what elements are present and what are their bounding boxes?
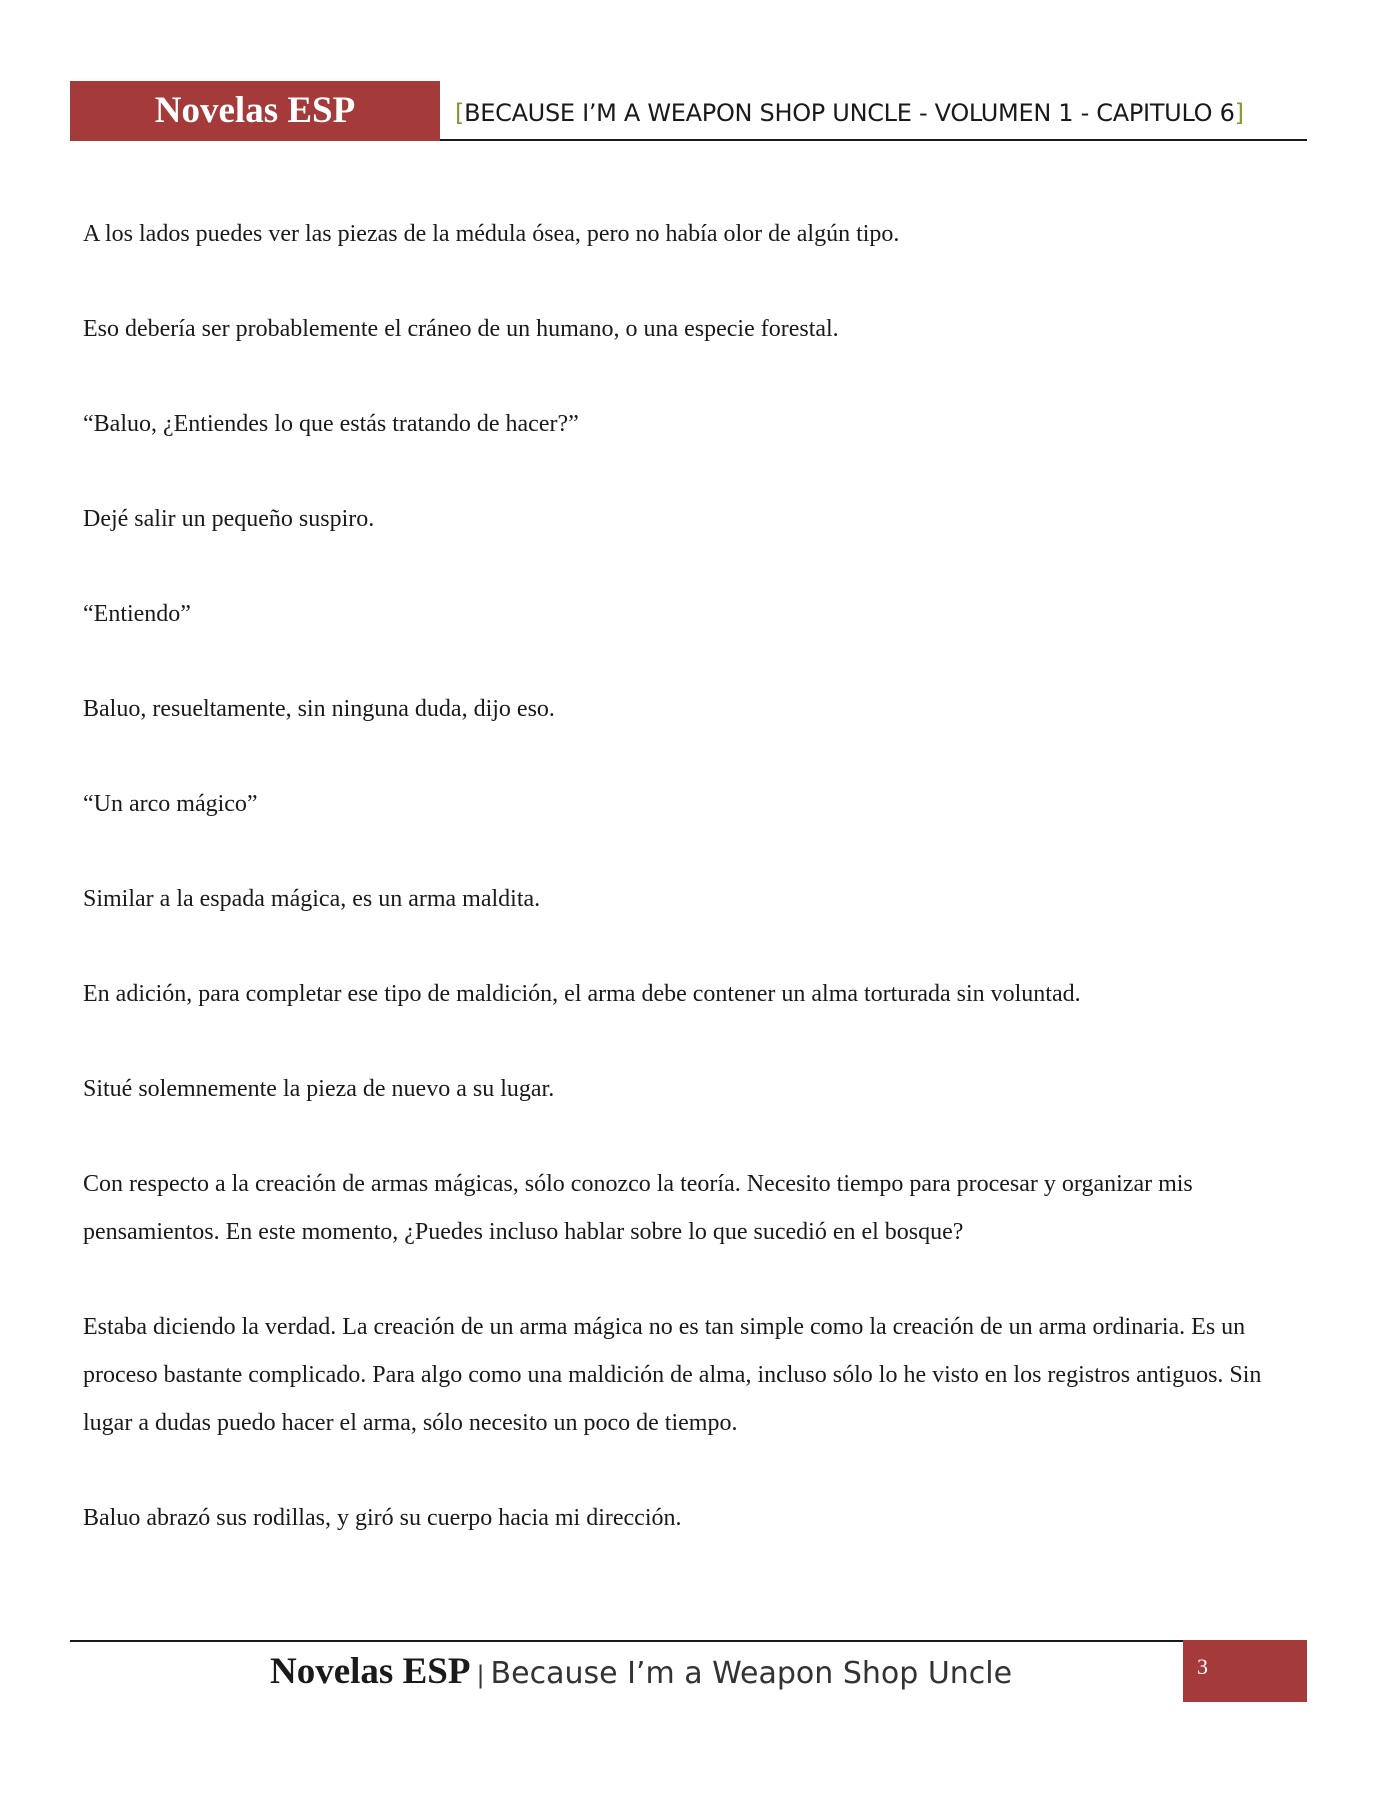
paragraph: Situé solemnemente la pieza de nuevo a su lugar. [83,1076,555,1102]
paragraph: En adición, para completar ese tipo de maldición, el arma debe contener un alma torturada sin voluntad. [83,981,1081,1007]
paragraph: Con respecto a la creación de armas mágicas, sólo conozco la teoría. Necesito tiempo para procesar y organizar mis pensamientos. En este momento, ¿Puedes incluso hablar sobre lo que sucedió en el bosque? [83,1171,1193,1245]
page-number-box [1183,1640,1307,1702]
page-footer [70,1640,1307,1702]
paragraph: Dejé salir un pequeño suspiro. [83,506,375,532]
page-header [70,81,1307,141]
header-bracket-close: ] [1234,99,1244,127]
page-body [83,210,1313,1589]
paragraph: Similar a la espada mágica, es un arma maldita. [83,886,541,912]
header-brand: Novelas ESP [70,81,440,141]
header-rule [440,139,1307,141]
paragraph: Eso debería ser probablemente el cráneo de un humano, o una especie forestal. [83,316,839,342]
paragraph: “Un arco mágico” [83,791,258,817]
page-number: 3 [1197,1654,1208,1679]
paragraph: A los lados puedes ver las piezas de la médula ósea, pero no había olor de algún tipo. [83,221,900,247]
header-title [455,99,1244,127]
footer-separator: | [476,1661,485,1689]
footer-brand: Novelas ESP [270,1651,471,1692]
paragraph: Estaba diciendo la verdad. La creación de un arma mágica no es tan simple como la creación de un arma ordinaria. Es un proceso bastante complicado. Para algo como una maldición de alma, incluso sólo lo he visto en los registros antiguos. Sin lugar a dudas puedo hacer el arma, sólo necesito un poco de tiempo. [83,1314,1262,1436]
footer-book-title: Because I’m a Weapon Shop Uncle [490,1656,1013,1691]
header-bracket-open: [ [455,99,465,127]
header-title-text: BECAUSE I’M A WEAPON SHOP UNCLE - VOLUMEN 1 - CAPITULO 6 [464,99,1235,127]
footer-rule [70,1640,1307,1642]
paragraph: Baluo abrazó sus rodillas, y giró su cuerpo hacia mi dirección. [83,1505,682,1531]
footer-text [270,1650,1012,1693]
paragraph: “Entiendo” [83,601,191,627]
paragraph: Baluo, resueltamente, sin ninguna duda, dijo eso. [83,696,555,722]
paragraph: “Baluo, ¿Entiendes lo que estás tratando de hacer?” [83,411,579,437]
